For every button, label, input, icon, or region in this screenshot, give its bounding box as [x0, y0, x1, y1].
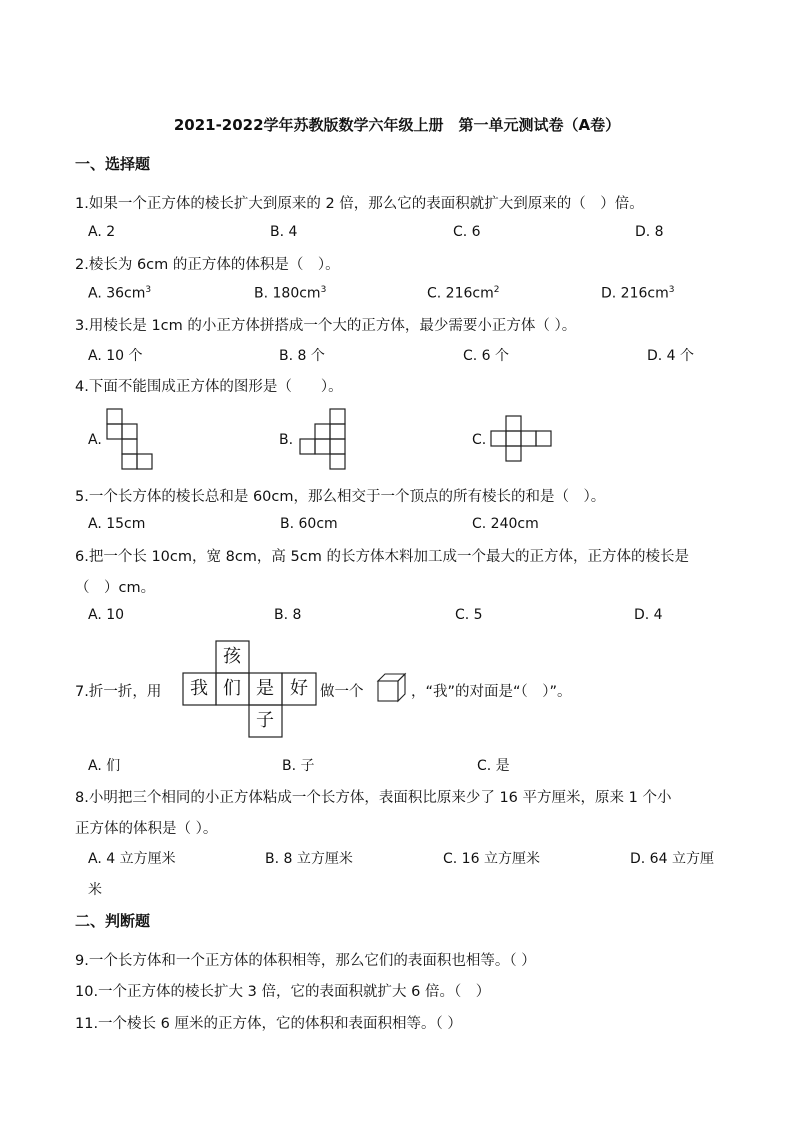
q6-option-b[interactable]: B. 8 — [274, 607, 302, 623]
q5-option-c[interactable]: C. 240cm — [472, 516, 539, 532]
net-char-zi: 子 — [256, 710, 274, 731]
question-3: 3.用棱长是 1cm 的小正方体拼搭成一个大的正方体，最少需要小正方体（ ）。 — [75, 318, 577, 334]
question-10: 10.一个正方体的棱长扩大 3 倍，它的表面积就扩大 6 倍。（ ） — [75, 984, 491, 1000]
q1-option-b[interactable]: B. 4 — [270, 224, 298, 240]
q4-net-b — [299, 408, 349, 470]
q3-option-b[interactable]: B. 8 个 — [279, 348, 325, 364]
q8-option-b[interactable]: B. 8 立方厘米 — [265, 851, 353, 867]
net-char-hao: 好 — [290, 678, 308, 699]
q6-option-c[interactable]: C. 5 — [455, 607, 483, 623]
question-9: 9.一个长方体和一个正方体的体积相等，那么它们的表面积也相等。（ ） — [75, 953, 536, 969]
question-6-line2: （ ）cm。 — [75, 580, 156, 596]
q4-net-c — [490, 415, 556, 463]
question-7-prefix: 7.折一折，用 — [75, 684, 162, 700]
question-7-middle: 做一个 — [320, 684, 364, 700]
section-judge: 二、判断题 — [75, 912, 151, 930]
page-title: 2021-2022学年苏教版数学六年级上册 第一单元测试卷（A卷） — [173, 116, 621, 134]
question-6-line1: 6.把一个长 10cm，宽 8cm，高 5cm 的长方体木料加工成一个最大的正方体，正方体的棱长是 — [75, 549, 689, 565]
question-2: 2.棱长为 6cm 的正方体的体积是（ ）。 — [75, 257, 340, 273]
q5-option-a[interactable]: A. 15cm — [88, 516, 146, 532]
cube-icon — [377, 673, 407, 703]
q6-option-a[interactable]: A. 10 — [88, 607, 125, 623]
q3-option-c[interactable]: C. 6 个 — [463, 348, 510, 364]
q8-option-d[interactable]: D. 64 立方厘 — [630, 851, 714, 867]
q3-option-d[interactable]: D. 4 个 — [647, 348, 695, 364]
q1-option-d[interactable]: D. 8 — [635, 224, 664, 240]
q1-option-a[interactable]: A. 2 — [88, 224, 116, 240]
net-char-men: 们 — [223, 678, 241, 699]
q7-option-b[interactable]: B. 子 — [282, 758, 315, 774]
q2-option-a[interactable]: A. $36cm^3$ — [88, 285, 152, 302]
net-char-wo: 我 — [190, 678, 208, 699]
net-char-hai: 孩 — [223, 646, 241, 667]
question-7-suffix: ，“我”的对面是“（ ）”。 — [411, 684, 572, 700]
q3-option-a[interactable]: A. 10 个 — [88, 348, 143, 364]
question-1: 1.如果一个正方体的棱长扩大到原来的 2 倍，那么它的表面积就扩大到原来的（ ）倍。 — [75, 196, 644, 212]
q8-option-d-wrap: 米 — [88, 882, 102, 898]
question-4: 4.下面不能围成正方体的图形是（ ）。 — [75, 379, 343, 395]
q2-option-d[interactable]: D. $216cm^3$ — [601, 285, 675, 302]
section-choice: 一、选择题 — [75, 155, 151, 173]
question-8-line1: 8.小明把三个相同的小正方体粘成一个长方体，表面积比原来少了 16 平方厘米，原来 1 个小 — [75, 790, 672, 806]
q2-option-c[interactable]: C. $216cm^2$ — [427, 285, 500, 302]
q4-option-a[interactable]: A. — [88, 432, 102, 448]
question-8-line2: 正方体的体积是（ ）。 — [75, 821, 218, 837]
q4-option-c[interactable]: C. — [472, 432, 487, 448]
q8-option-a[interactable]: A. 4 立方厘米 — [88, 851, 176, 867]
q7-option-a[interactable]: A. 们 — [88, 758, 121, 774]
question-5: 5.一个长方体的棱长总和是 60cm，那么相交于一个顶点的所有棱长的和是（ ）。 — [75, 489, 606, 505]
question-11: 11.一个棱长 6 厘米的正方体，它的体积和表面积相等。（ ） — [75, 1016, 462, 1032]
q4-net-a — [106, 408, 156, 470]
q7-option-c[interactable]: C. 是 — [477, 758, 510, 774]
q2-option-b[interactable]: B. $180cm^3$ — [254, 285, 327, 302]
q6-option-d[interactable]: D. 4 — [634, 607, 663, 623]
q4-option-b[interactable]: B. — [279, 432, 294, 448]
q1-option-c[interactable]: C. 6 — [453, 224, 481, 240]
q5-option-b[interactable]: B. 60cm — [280, 516, 338, 532]
net-char-shi: 是 — [256, 678, 274, 699]
q8-option-c[interactable]: C. 16 立方厘米 — [443, 851, 540, 867]
